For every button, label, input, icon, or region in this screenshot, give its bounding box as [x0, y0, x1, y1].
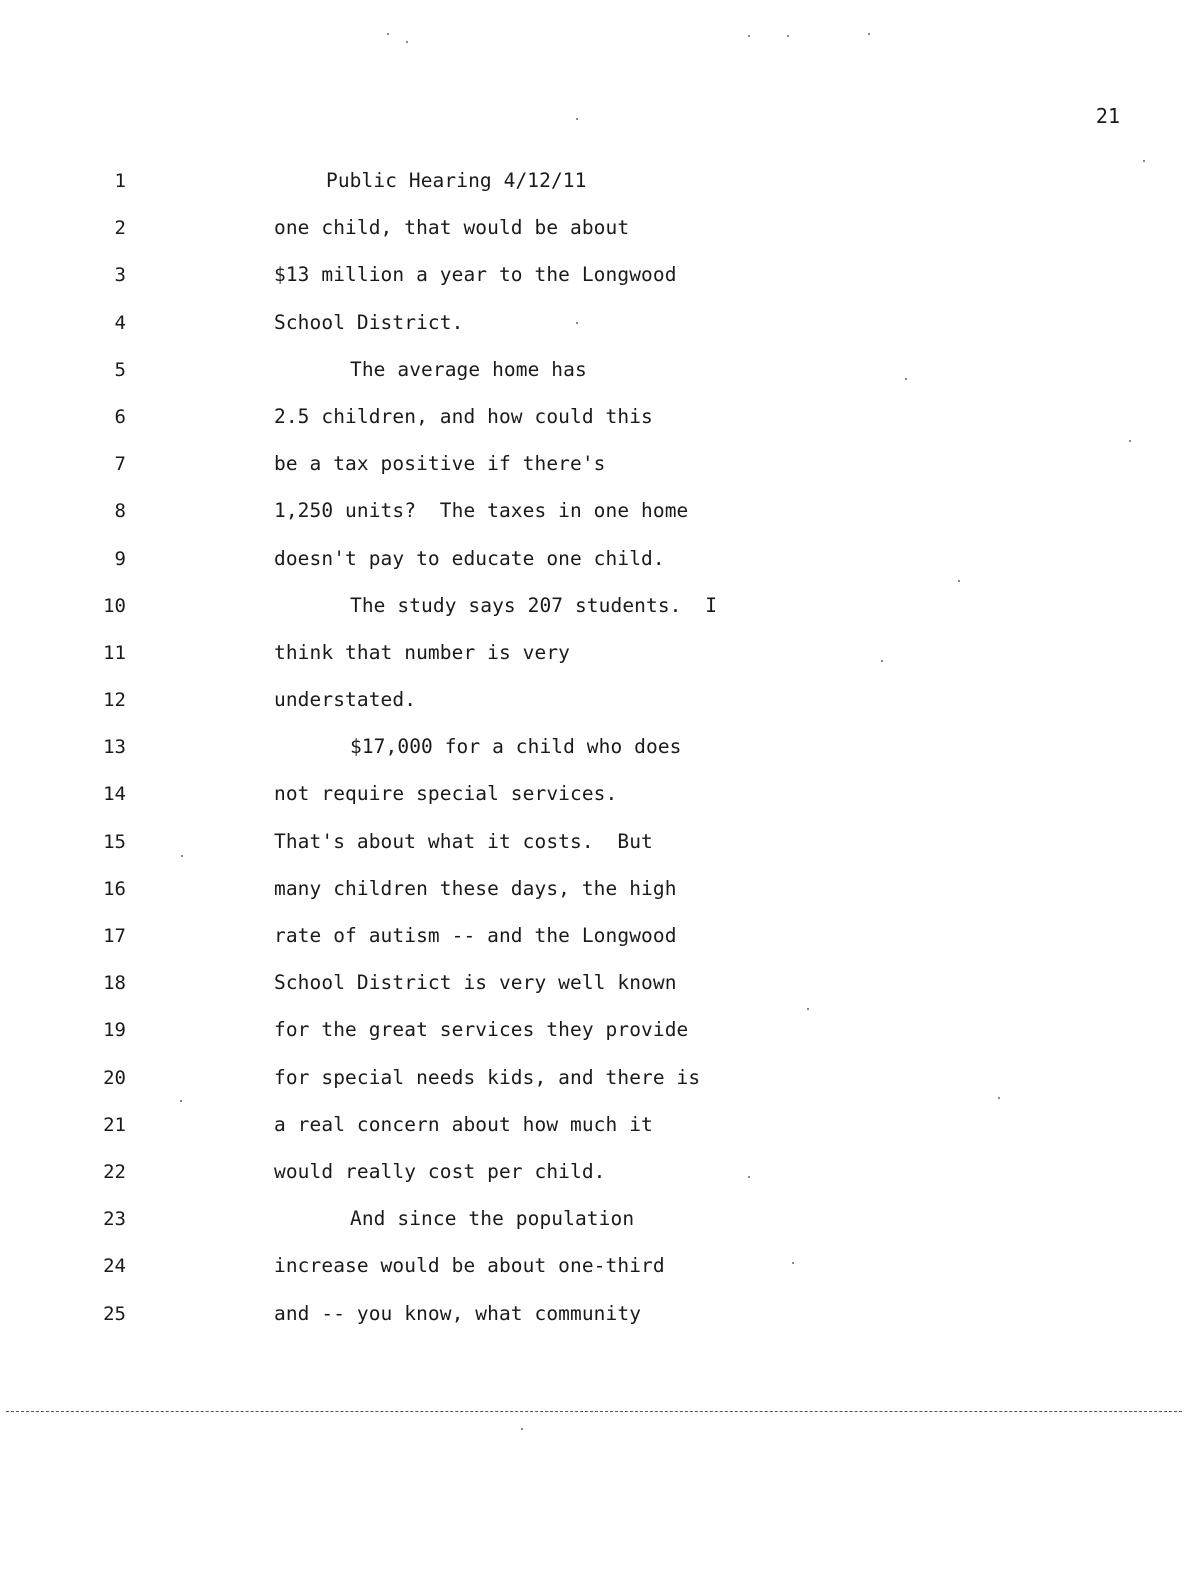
line-text: for special needs kids, and there is: [274, 1065, 701, 1089]
transcript-line: [0, 168, 1190, 215]
scan-speck: [1129, 440, 1131, 442]
transcript-line: [0, 1159, 1190, 1206]
scan-speck: [406, 41, 408, 43]
scan-speck: [748, 35, 750, 37]
line-text: be a tax positive if there's: [274, 452, 606, 476]
transcript-line: [0, 876, 1190, 923]
line-text: And since the population: [350, 1207, 635, 1231]
scan-speck: [576, 118, 578, 120]
scan-speck: [387, 33, 389, 35]
scan-speck: [180, 1100, 182, 1102]
scan-speck: [181, 855, 183, 857]
transcript-line: [0, 734, 1190, 781]
transcript-line: [0, 498, 1190, 545]
line-number: 19: [103, 1019, 126, 1042]
transcript-line: [0, 970, 1190, 1017]
line-number: 15: [103, 830, 126, 853]
line-number: 6: [114, 405, 126, 428]
line-text: 1,250 units? The taxes in one home: [274, 499, 689, 523]
scan-speck: [881, 660, 883, 662]
scan-speck: [576, 322, 578, 324]
transcript-line: [0, 923, 1190, 970]
line-number: 4: [114, 311, 126, 334]
line-number: 5: [114, 358, 126, 381]
transcript-line: [0, 1017, 1190, 1064]
line-number: 16: [103, 877, 126, 900]
line-text: think that number is very: [274, 640, 570, 664]
transcript-lines: [0, 168, 1190, 1348]
line-number: 7: [114, 453, 126, 476]
transcript-line: [0, 1065, 1190, 1112]
line-text: increase would be about one-third: [274, 1254, 665, 1278]
line-number: 9: [114, 547, 126, 570]
line-text: one child, that would be about: [274, 216, 630, 240]
line-text: doesn't pay to educate one child.: [274, 546, 665, 570]
transcript-line: [0, 262, 1190, 309]
line-number: 23: [103, 1208, 126, 1231]
transcript-line: [0, 781, 1190, 828]
scan-speck: [998, 1097, 1000, 1099]
line-text: $17,000 for a child who does: [350, 735, 682, 759]
line-text: $13 million a year to the Longwood: [274, 263, 677, 287]
line-text: The average home has: [350, 357, 587, 381]
transcript-line: [0, 829, 1190, 876]
transcript-line: [0, 640, 1190, 687]
scan-speck: [807, 1008, 809, 1010]
line-text: The study says 207 students. I: [350, 593, 718, 617]
line-text: 2.5 children, and how could this: [274, 404, 653, 428]
scan-speck: [868, 33, 870, 35]
transcript-line: [0, 546, 1190, 593]
scan-speck: [905, 378, 907, 380]
line-text: for the great services they provide: [274, 1018, 689, 1042]
line-number: 2: [114, 217, 126, 240]
line-number: 10: [103, 594, 126, 617]
line-number: 14: [103, 783, 126, 806]
line-number: 18: [103, 972, 126, 995]
line-text: rate of autism -- and the Longwood: [274, 924, 677, 947]
scan-speck: [787, 35, 789, 37]
line-text: School District.: [274, 310, 464, 334]
scan-speck: [1143, 160, 1145, 162]
transcript-line: [0, 357, 1190, 404]
scan-speck: [521, 1428, 523, 1430]
transcript-line: [0, 451, 1190, 498]
line-text: not require special services.: [274, 782, 618, 806]
transcript-line: [0, 1112, 1190, 1159]
line-text: many children these days, the high: [274, 876, 677, 900]
line-text: That's about what it costs. But: [274, 829, 653, 853]
line-number: 17: [103, 925, 126, 947]
line-text: a real concern about how much it: [274, 1112, 653, 1136]
footer-rule: [6, 1411, 1182, 1412]
line-number: 22: [103, 1160, 126, 1183]
line-text: would really cost per child.: [274, 1159, 606, 1183]
transcript-line: [0, 404, 1190, 451]
transcript-line: [0, 687, 1190, 734]
transcript-line: [0, 1206, 1190, 1253]
transcript-line: [0, 310, 1190, 357]
transcript-line: [0, 215, 1190, 262]
transcript-line: [0, 1253, 1190, 1300]
line-text: School District is very well known: [274, 971, 677, 995]
line-text: Public Hearing 4/12/11: [326, 169, 587, 192]
line-number: 11: [103, 641, 126, 664]
scan-speck: [958, 580, 960, 582]
line-number: 1: [114, 170, 126, 192]
scan-speck: [792, 1262, 794, 1264]
line-number: 8: [114, 500, 126, 523]
transcript-line: [0, 593, 1190, 640]
line-text: and -- you know, what community: [274, 1301, 642, 1325]
transcript-line: [0, 1301, 1190, 1348]
line-number: 12: [103, 689, 126, 712]
line-text: understated.: [274, 688, 417, 712]
line-number: 3: [114, 264, 126, 287]
line-number: 24: [103, 1255, 126, 1278]
line-number: 13: [103, 736, 126, 759]
line-number: 20: [103, 1066, 126, 1089]
line-number: 25: [103, 1302, 126, 1325]
page-number: 21: [1095, 104, 1120, 128]
scan-speck: [748, 1176, 750, 1178]
line-number: 21: [103, 1113, 126, 1136]
